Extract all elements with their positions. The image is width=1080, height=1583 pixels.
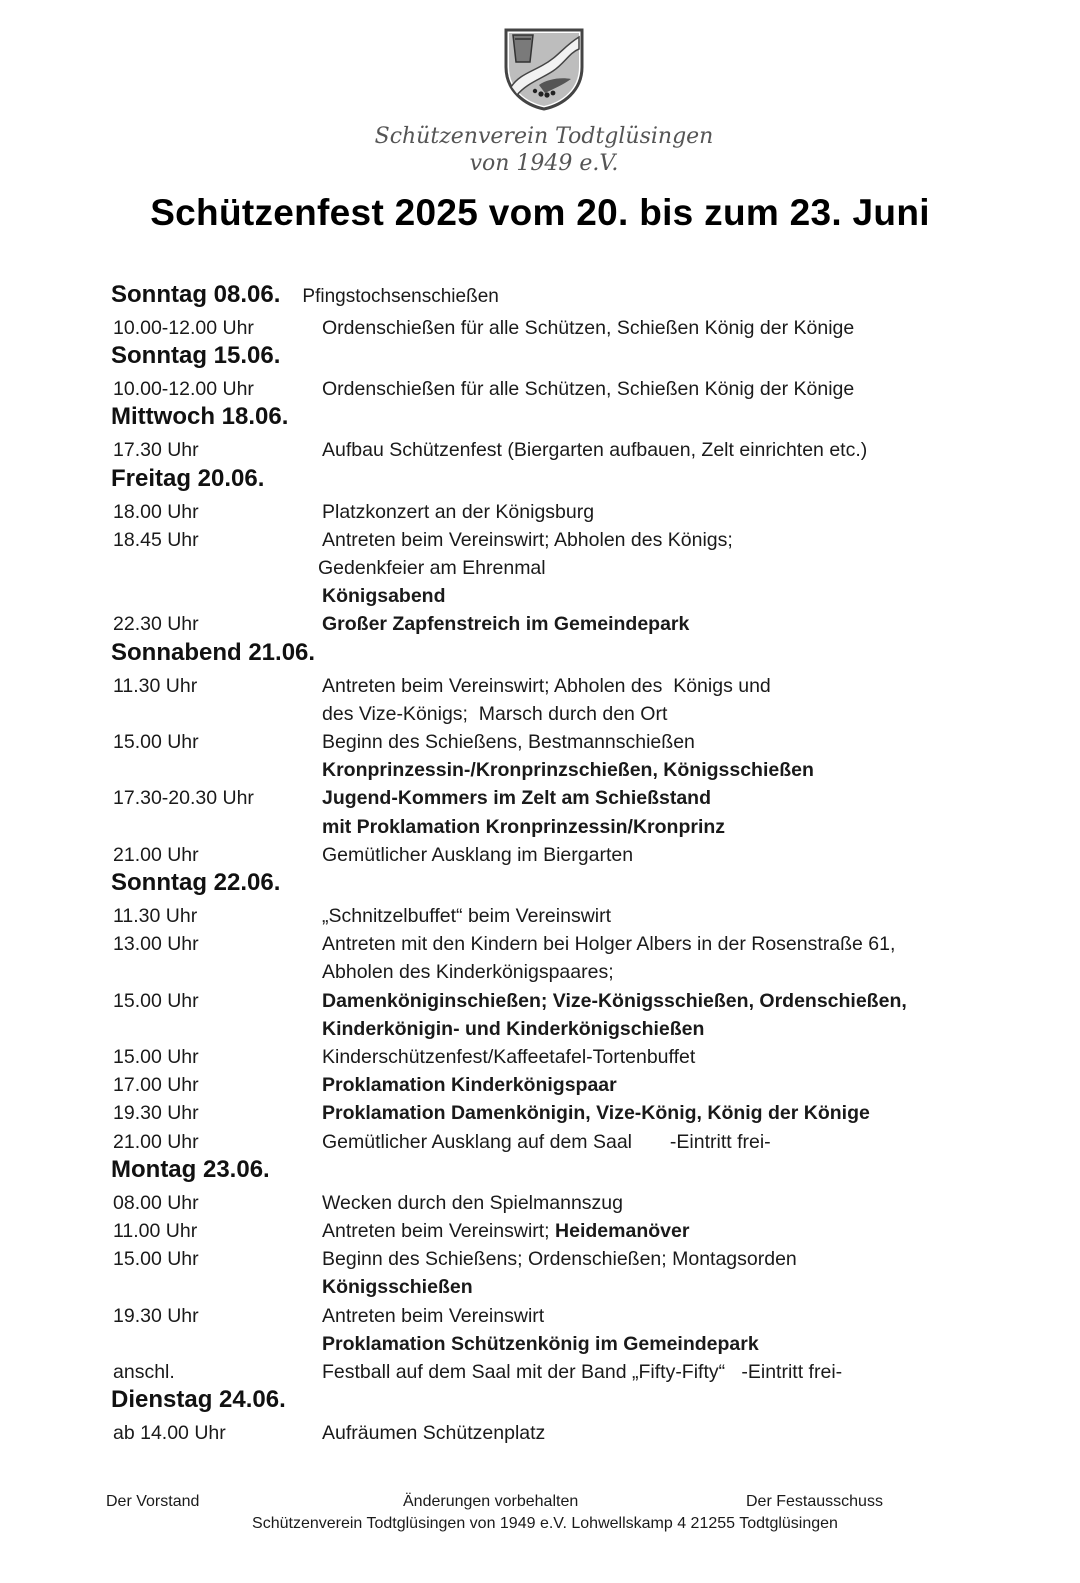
day-label: Sonntag 22.06. [111,869,281,897]
event-line: Aufräumen Schützenplatz [322,1422,546,1445]
event-description [322,1189,991,1217]
event-line: Festball auf dem Saal mit der Band „Fifty-Fifty“ -Eintritt frei- [322,1361,843,1384]
event-line: Antreten beim Vereinswirt [322,1304,545,1327]
event-time: 17.30 Uhr [113,439,199,462]
event-time: 15.00 Uhr [113,1046,199,1069]
event-line [322,1217,991,1245]
event-line: Proklamation Schützenkönig im Gemeindepark [322,1332,759,1355]
event-row [111,436,991,464]
event-time: 19.30 Uhr [113,1304,199,1327]
event-description [322,672,991,728]
day-label: Sonntag 15.06. [111,342,281,370]
event-line: Gemütlicher Ausklang auf dem Saal -Eintritt frei- [322,1130,771,1153]
event-row [111,498,991,526]
event-line-text: Antreten beim Vereinswirt; [322,1220,556,1243]
event-line: des Vize-Königs; Marsch durch den Ort [322,702,668,725]
day-heading [111,639,991,672]
event-line: Königsschießen [322,1276,473,1299]
event-time: 18.00 Uhr [113,500,199,523]
event-line: Aufbau Schützenfest (Biergarten aufbauen, Zelt einrichten etc.) [322,439,868,462]
event-description [322,1071,991,1099]
event-time: 10.00-12.00 Uhr [113,378,254,401]
day-heading [111,869,991,902]
event-description [322,375,991,403]
event-time: ab 14.00 Uhr [113,1422,226,1445]
event-time: 21.00 Uhr [113,1130,199,1153]
event-time: 11.30 Uhr [113,905,198,928]
event-description [322,1419,991,1447]
event-line: Jugend-Kommers im Zelt am Schießstand [322,787,712,810]
event-line: Gemütlicher Ausklang im Biergarten [322,843,634,866]
event-description [322,728,991,784]
event-row [111,1099,991,1127]
day-label: Sonntag 08.06. [111,281,281,308]
event-time: 15.00 Uhr [113,989,199,1012]
event-time: 08.00 Uhr [113,1191,199,1214]
event-time: 22.30 Uhr [113,613,199,636]
event-row [111,1419,991,1447]
event-row [111,672,991,728]
event-row [111,1245,991,1301]
event-row [111,610,991,638]
day-heading [111,403,991,436]
event-line: Kinderschützenfest/Kaffeetafel-Tortenbuffet [322,1046,696,1069]
club-founding: von 1949 e.V. [469,151,619,176]
day-label: Freitag 20.06. [111,464,265,492]
event-description [322,987,991,1043]
event-time: 13.00 Uhr [113,933,199,956]
event-time: 18.45 Uhr [113,528,199,551]
event-line: Wecken durch den Spielmannszug [322,1191,623,1214]
club-crest-icon [503,27,585,111]
event-line: Beginn des Schießens, Bestmannschießen [322,731,695,754]
event-row [111,930,991,986]
event-line: Damenköniginschießen; Vize-Königsschießen, Ordenschießen, [322,989,907,1012]
event-row [111,784,991,840]
event-time: 10.00-12.00 Uhr [113,317,254,339]
event-line: Ordenschießen für alle Schützen, Schießen König der Könige [322,317,855,339]
event-schedule [111,281,991,1448]
event-time: 17.30-20.30 Uhr [113,787,254,810]
event-description [322,436,991,464]
event-line: Ordenschießen für alle Schützen, Schießen König der Könige [322,378,855,401]
event-row [111,841,991,869]
day-heading [111,342,991,375]
footer-right: Der Festausschuss [746,1493,883,1510]
day-label: Mittwoch 18.06. [111,403,289,431]
event-line: Platzkonzert an der Königsburg [322,500,595,523]
event-line: Proklamation Kinderkönigspaar [322,1074,617,1097]
event-description [322,1043,991,1071]
event-description [322,930,991,986]
footer-address: Schützenverein Todtglüsingen von 1949 e.V. Lohwellskamp 4 21255 Todtglüsingen [252,1515,838,1532]
event-row [111,1043,991,1071]
event-row [111,1302,991,1358]
event-description [322,1302,991,1358]
event-line: Antreten beim Vereinswirt; Abholen des Königs und [322,674,771,697]
day-label: Dienstag 24.06. [111,1386,286,1414]
event-line: Königsabend [322,585,446,608]
day-heading [111,1386,991,1419]
day-heading [111,465,991,498]
event-time: 15.00 Uhr [113,1248,199,1271]
event-row [111,1128,991,1156]
day-label: Montag 23.06. [111,1155,270,1183]
event-line: Kronprinzessin-/Kronprinzschießen, Königsschießen [322,759,814,782]
footer-center: Änderungen vorbehalten [403,1493,579,1510]
event-row [111,375,991,403]
event-description [322,1358,991,1386]
event-description [322,902,991,930]
event-description [322,784,991,840]
event-line-highlight: Heidemanöver [555,1220,690,1243]
event-row [111,902,991,930]
event-time: 17.00 Uhr [113,1074,199,1097]
event-time: 19.30 Uhr [113,1102,199,1125]
event-description [322,610,991,638]
event-time: 11.30 Uhr [113,674,198,697]
event-row [111,314,991,342]
event-line: mit Proklamation Kronprinzessin/Kronprinz [322,815,726,838]
event-time: 21.00 Uhr [113,843,199,866]
event-row [111,1358,991,1386]
day-heading [111,281,991,314]
event-row [111,1189,991,1217]
event-description [322,314,991,342]
event-row [111,728,991,784]
event-time: 15.00 Uhr [113,731,199,754]
event-description [322,498,991,526]
event-description [322,1099,991,1127]
event-description [322,1217,991,1245]
event-line: Proklamation Damenkönigin, Vize-König, König der Könige [322,1102,870,1125]
event-description [322,1128,991,1156]
event-row [111,1217,991,1245]
day-label: Sonnabend 21.06. [111,638,316,666]
event-line: Gedenkfeier am Ehrenmal [318,557,546,580]
day-note: Pfingstochsenschießen [302,286,499,307]
event-line: Antreten mit den Kindern bei Holger Albers in der Rosenstraße 61, [322,933,896,956]
event-description [322,1245,991,1301]
event-row [111,987,991,1043]
event-row [111,1071,991,1099]
event-time: 11.00 Uhr [113,1220,198,1243]
event-line: „Schnitzelbuffet“ beim Vereinswirt [322,905,612,928]
event-time: anschl. [113,1361,175,1384]
event-row [111,526,991,611]
event-line: Abholen des Kinderkönigspaares; [322,961,614,984]
event-line: Kinderkönigin- und Kinderkönigschießen [322,1017,705,1040]
page-title: Schützenfest 2025 vom 20. bis zum 23. Juni [150,192,930,233]
event-description [322,841,991,869]
club-name: Schützenverein Todtglüsingen [374,124,714,149]
day-heading [111,1156,991,1189]
event-line: Großer Zapfenstreich im Gemeindepark [322,613,690,636]
event-line: Antreten beim Vereinswirt; Abholen des Königs; [322,528,733,551]
footer-left: Der Vorstand [106,1493,200,1510]
event-line: Beginn des Schießens; Ordenschießen; Montagsorden [322,1248,797,1271]
event-description [318,526,991,611]
